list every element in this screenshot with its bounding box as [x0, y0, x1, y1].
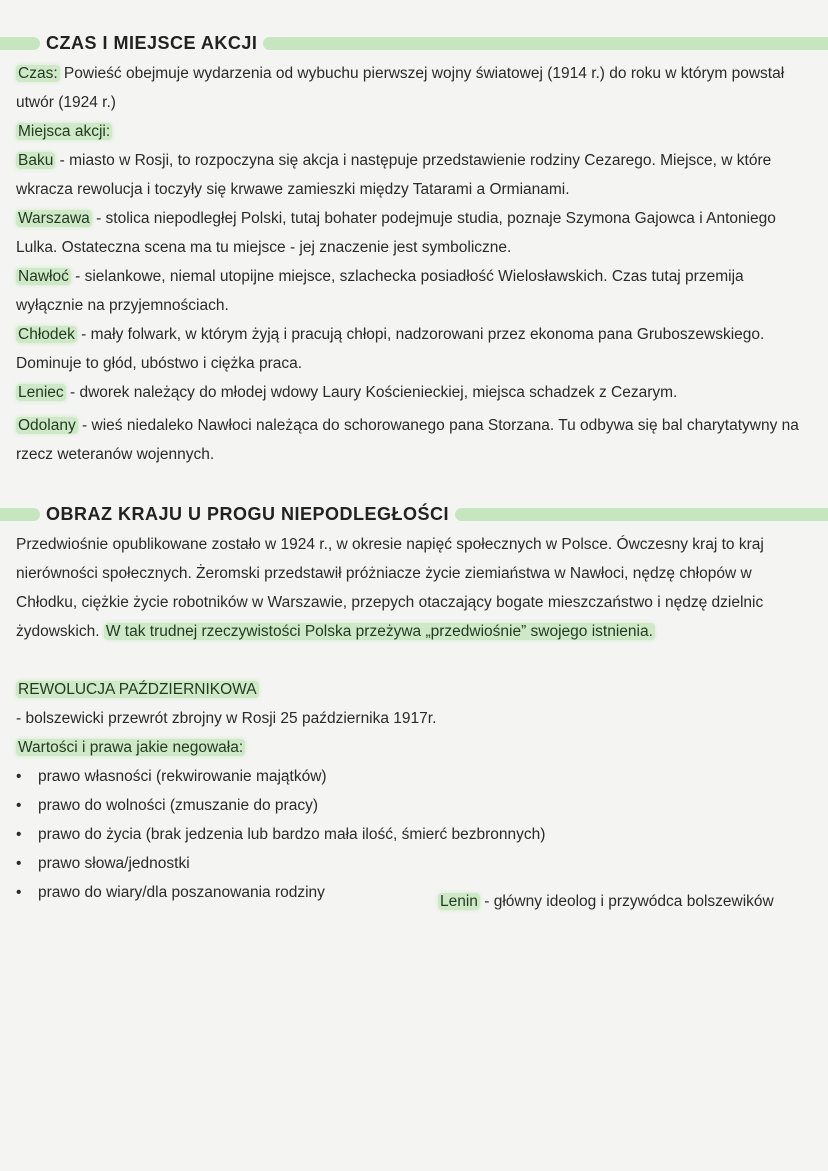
section-header-czas	[0, 33, 828, 53]
section-czas-content	[16, 59, 808, 469]
header-bar-left	[0, 37, 40, 50]
place-text: - dworek należący do młodej wdowy Laury Kościenieckiej, miejsca schadzek z Cezarym.	[65, 384, 678, 401]
place-text: - mały folwark, w którym żyją i pracują chłopi, nadzorowani przez ekonoma pana Gruboszewskiego. Dominuje to głód, ubóstwo i ciężka praca.	[16, 326, 765, 372]
list-item: • prawo do wiary/dla poszanowania rodziny	[16, 878, 808, 907]
section-title: OBRAZ KRAJU U PROGU NIEPODLEGŁOŚCI	[46, 504, 450, 524]
lenin-note	[438, 887, 774, 916]
values-label: Wartości i prawa jakie negowała:	[18, 739, 244, 756]
place-text: - stolica niepodległej Polski, tutaj bohater podejmuje studia, poznaje Szymona Gajowca i Antoniego Lulka. Ostateczna scena ma tu miejsce - jej znaczenie jest symboliczne.	[16, 210, 776, 256]
miejsca-label: Miejsca akcji:	[18, 123, 111, 140]
rewolucja-title: REWOLUCJA PAŹDZIERNIKOWA	[18, 681, 257, 698]
obraz-highlight: W tak trudnej rzeczywistości Polska przeżywa „przedwiośnie” swojego istnienia.	[105, 623, 653, 640]
section-rewolucja-content	[16, 675, 808, 907]
header-bar-right	[263, 37, 828, 50]
place-name: Warszawa	[18, 210, 90, 227]
list-item: • prawo do życia (brak jedzenia lub bardzo mała ilość, śmierć bezbronnych)	[16, 820, 808, 849]
list-item: • prawo słowa/jednostki	[16, 849, 808, 878]
place-entry	[16, 146, 808, 204]
place-name: Baku	[18, 152, 54, 169]
section-title: CZAS I MIEJSCE AKCJI	[46, 33, 258, 53]
section-header-obraz	[0, 504, 828, 524]
place-text: - sielankowe, niemal utopijne miejsce, szlachecka posiadłość Wielosławskich. Czas tutaj przemija wyłącznie na przyjemnościach.	[16, 268, 744, 314]
obraz-text: Przedwiośnie opublikowane zostało w 1924 r., w okresie napięć społecznych w Polsce. Ówczesny kraj to kraj nierówności społecznych. Żeromski przedstawił próżniacze życie ziemiaństwa w Nawłoci, nędzę chłopów w Chłodku, ciężkie życie robotników w Warszawie, przepych otaczający bogate mieszczaństwo i nędzę dzielnic żydowskich.	[16, 536, 764, 640]
rewolucja-definition: - bolszewicki przewrót zbrojny w Rosji 25 października 1917r.	[16, 710, 437, 727]
header-bar-right	[455, 508, 828, 521]
list-item: • prawo do wolności (zmuszanie do pracy)	[16, 791, 808, 820]
czas-label: Czas:	[18, 65, 58, 82]
obraz-paragraph	[16, 530, 808, 646]
miejsca-heading	[16, 117, 808, 146]
rewolucja-heading	[16, 675, 808, 704]
place-name: Nawłoć	[18, 268, 69, 285]
place-entry	[16, 320, 808, 378]
section-obraz-content	[16, 530, 808, 646]
czas-paragraph	[16, 59, 808, 117]
lenin-name: Lenin	[440, 893, 478, 910]
place-name: Chłodek	[18, 326, 75, 343]
place-entry	[16, 378, 808, 407]
place-entry	[16, 411, 808, 469]
header-bar-left	[0, 508, 40, 521]
list-item: • prawo własności (rekwirowanie majątków)	[16, 762, 808, 791]
place-entry	[16, 204, 808, 262]
lenin-text: - główny ideolog i przywódca bolszewików	[479, 893, 774, 910]
place-name: Leniec	[18, 384, 64, 401]
czas-text: Powieść obejmuje wydarzenia od wybuchu pierwszej wojny światowej (1914 r.) do roku w którym powstał utwór (1924 r.)	[16, 65, 785, 111]
place-text: - wieś niedaleko Nawłoci należąca do schorowanego pana Storzana. Tu odbywa się bal charytatywny na rzecz weteranów wojennych.	[16, 417, 799, 463]
place-text: - miasto w Rosji, to rozpoczyna się akcja i następuje przedstawienie rodziny Cezarego. Miejsce, w które wkracza rewolucja i toczyły się krwawe zamieszki między Tatarami a Ormianami.	[16, 152, 772, 198]
place-name: Odolany	[18, 417, 76, 434]
rights-list	[16, 762, 808, 907]
values-heading	[16, 733, 808, 762]
place-entry	[16, 262, 808, 320]
